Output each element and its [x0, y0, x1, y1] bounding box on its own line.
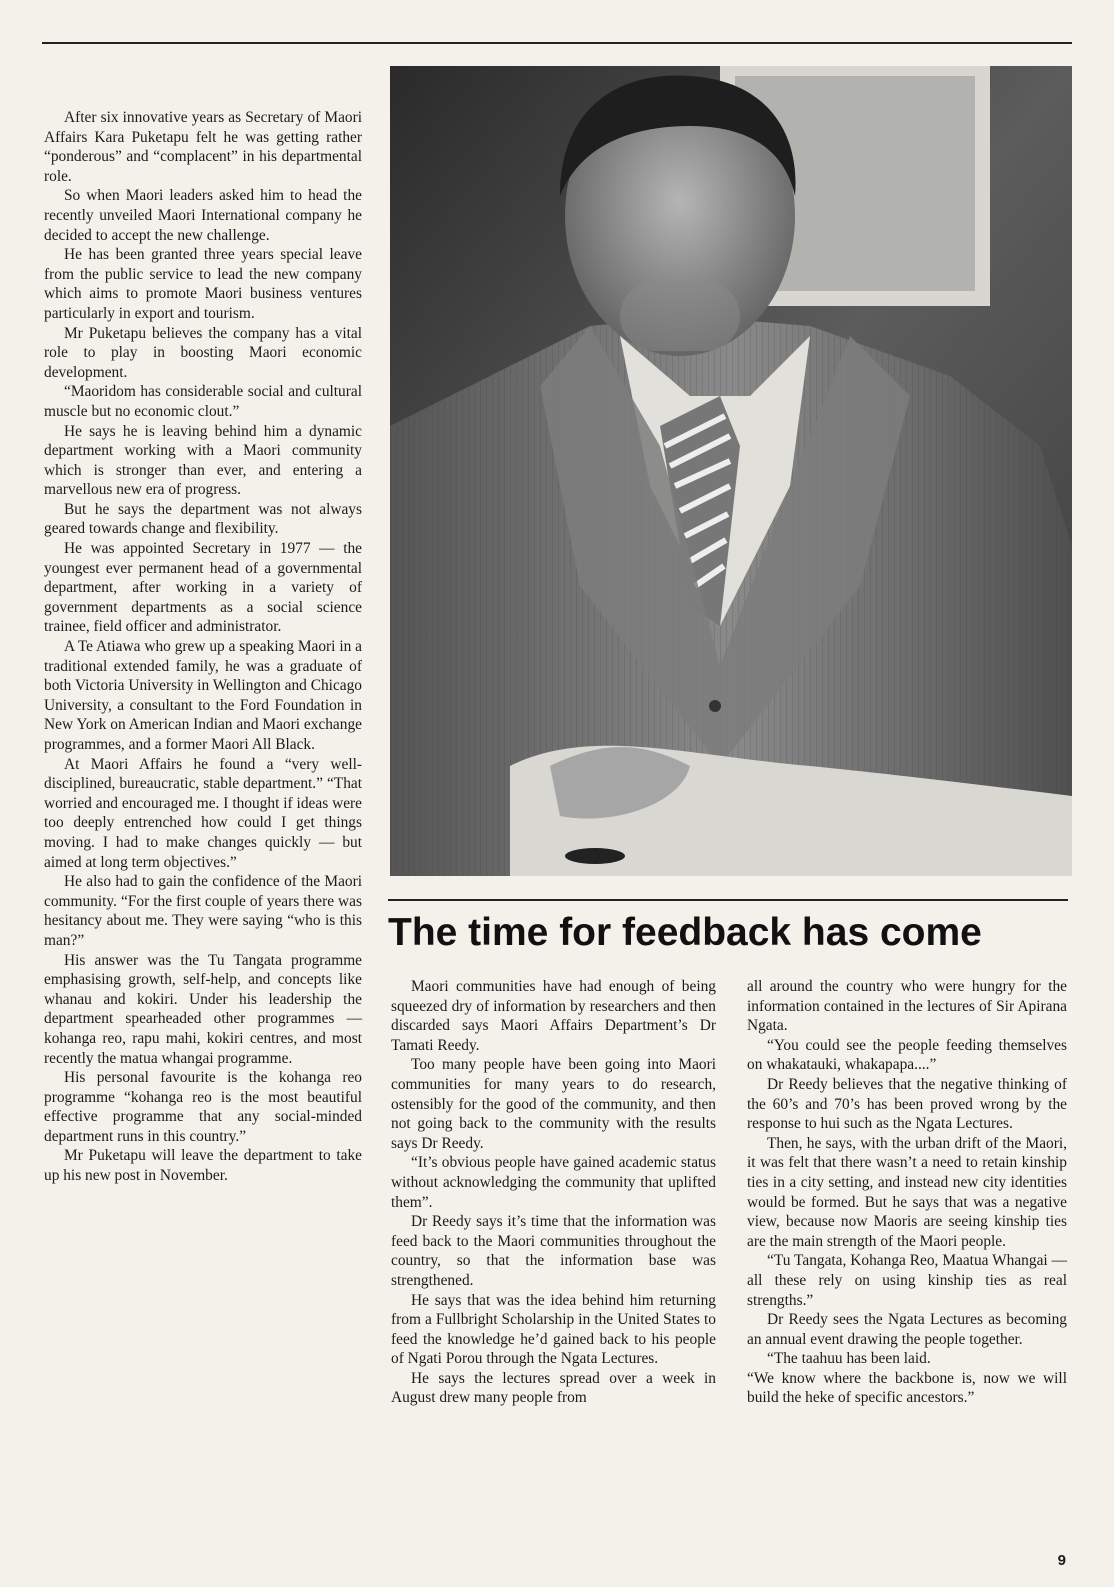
paragraph: all around the country who were hungry for the information contained in the lectures of Sir Apirana Ngata.: [747, 978, 1067, 1035]
paragraph: “It’s obvious people have gained academic status without acknowledging the community that uplifted them”.: [391, 1154, 716, 1211]
top-rule: [42, 42, 1072, 44]
paragraph: “We know where the backbone is, now we will build the heke of specific ancestors.”: [747, 1369, 1067, 1407]
paragraph: Dr Reedy says it’s time that the information was feed back to the Maori communities throughout the country, so that the information base was strengthened.: [391, 1213, 716, 1289]
paragraph: Dr Reedy believes that the negative thinking of the 60’s and 70’s has been proved wrong by the response to hui such as the Ngata Lectures.: [747, 1075, 1067, 1133]
paragraph: He was appointed Secretary in 1977 — the youngest ever permanent head of a governmental department, after working in a variety of government departments as a social science trainee, field officer and administrator.: [44, 540, 362, 636]
paragraph: But he says the department was not always geared towards change and flexibility.: [44, 500, 362, 538]
headline-rule: [388, 899, 1068, 901]
paragraph: His personal favourite is the kohanga reo programme “kohanga reo is the most beautiful effective programme that any social-minded department runs in this country.”: [44, 1069, 362, 1145]
paragraph: Mr Puketapu will leave the department to take up his new post in November.: [44, 1147, 362, 1185]
paragraph: “Tu Tangata, Kohanga Reo, Maatua Whangai — all these rely on using kinship ties as real strengths.”: [747, 1252, 1067, 1309]
paragraph: Then, he says, with the urban drift of the Maori, it was felt that there wasn’t a need to retain kinship ties in a city setting, and instead new city identities would be formed. But he says that was a negative view, because now Maoris are seeing kinship ties are the main strength of the Maori people.: [747, 1134, 1067, 1250]
paragraph: After six innovative years as Secretary of Maori Affairs Kara Puketapu felt he was getting rather “ponderous” and “complacent” in his departmental role.: [44, 109, 362, 185]
article-column-1: [44, 108, 362, 1186]
paragraph: “Maoridom has considerable social and cultural muscle but no economic clout.”: [44, 383, 362, 420]
paragraph: “The taahuu has been laid.: [767, 1350, 931, 1368]
paragraph: So when Maori leaders asked him to head the recently unveiled Maori International company he decided to accept the new challenge.: [44, 187, 362, 244]
paragraph: He says the lectures spread over a week in August drew many people from: [391, 1369, 716, 1407]
paragraph: At Maori Affairs he found a “very well-disciplined, bureaucratic, stable department.” “That worried and encouraged me. I thought if ideas were too deeply entrenched how could I get things moving. I had to make changes quickly — but aimed at long term objectives.”: [44, 755, 362, 871]
paragraph: “You could see the people feeding themselves on whakatauki, whakapapa....”: [747, 1036, 1067, 1074]
paragraph: Mr Puketapu believes the company has a vital role to play in boosting Maori economic development.: [44, 324, 362, 381]
page-number: 9: [1057, 1552, 1066, 1569]
paragraph: He says that was the idea behind him returning from a Fullbright Scholarship in the United States to feed the knowledge he’d gained back to his people of Ngati Porou through the Ngata Lectures.: [391, 1291, 716, 1368]
paragraph: A Te Atiawa who grew up a speaking Maori in a traditional extended family, he was a graduate of both Victoria University in Wellington and Chicago University, a consultant to the Ford Foundation in New York on American Indian and Maori exchange programmes, and a former Maori All Black.: [44, 638, 362, 753]
paragraph: His answer was the Tu Tangata programme emphasising growth, self-help, and concepts like whanau and kokiri. Under his leadership the department spearheaded other programmes — kohanga reo, rapu mahi, kokiri centres, and most recently the matua whangai programme.: [44, 951, 362, 1067]
paragraph: Too many people have been going into Maori communities for many years to do research, ostensibly for the good of the community, and then not going back to the community with the results says Dr Reedy.: [391, 1056, 716, 1152]
article-column-2: [391, 977, 716, 1408]
article-headline: The time for feedback has come: [388, 911, 982, 954]
paragraph: Maori communities have had enough of being squeezed dry of information by researchers and then discarded says Maori Affairs Department’s Dr Tamati Reedy.: [391, 978, 716, 1054]
portrait-photo: [390, 66, 1072, 876]
article-column-3: [747, 977, 1067, 1408]
paragraph: He also had to gain the confidence of the Maori community. “For the first couple of years there was hesitancy about me. They were saying “who is this man?”: [44, 873, 362, 949]
paragraph: He says he is leaving behind him a dynamic department working with a Maori community which is stronger than ever, and entering a marvellous new era of progress.: [44, 422, 362, 499]
paragraph: Dr Reedy sees the Ngata Lectures as becoming an annual event drawing the people together.: [747, 1311, 1067, 1348]
paragraph: He has been granted three years special leave from the public service to lead the new company which aims to promote Maori business ventures particularly in export and tourism.: [44, 246, 362, 322]
